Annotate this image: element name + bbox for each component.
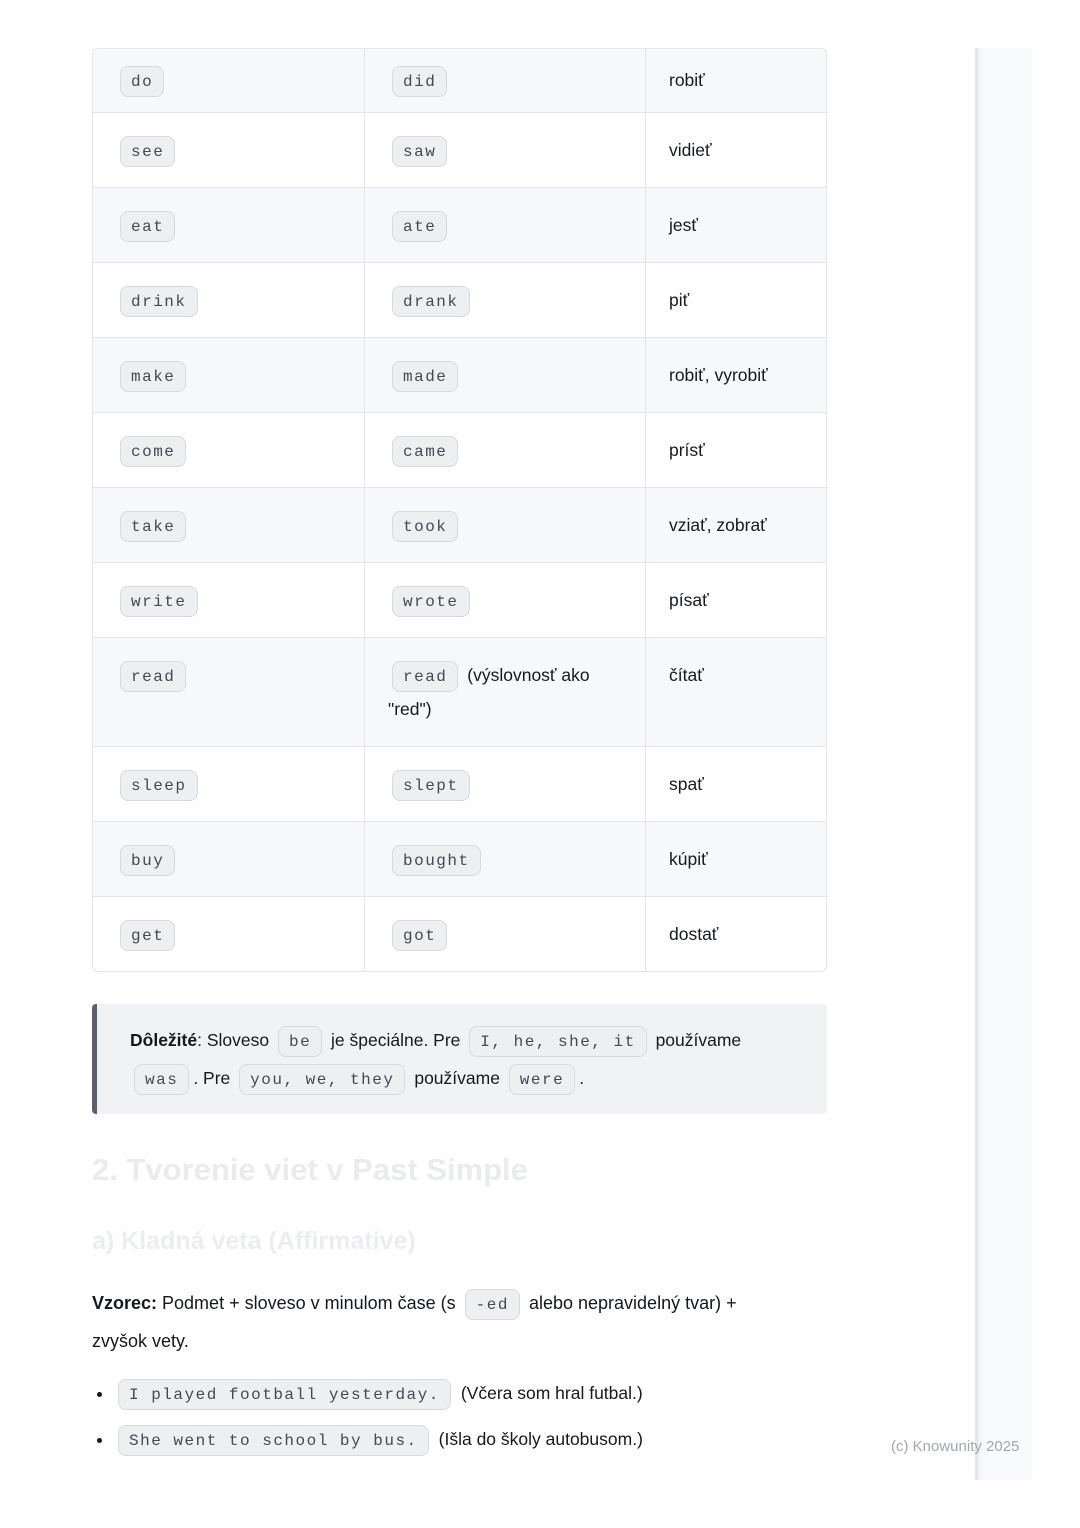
table-row (93, 896, 826, 971)
table-row (93, 337, 826, 412)
table-row (93, 821, 826, 896)
verb-translation-cell: čítať (645, 638, 826, 746)
code-chip: wrote (392, 586, 470, 617)
plain-text: používame (409, 1068, 505, 1088)
plain-text: : Sloveso (197, 1030, 274, 1050)
formula-paragraph (92, 1284, 782, 1360)
irregular-verbs-table (92, 48, 827, 972)
example-translation: (Včera som hral futbal.) (460, 1383, 643, 1403)
verb-base-cell (93, 113, 364, 187)
code-chip: took (392, 511, 458, 542)
code-chip: buy (120, 845, 175, 876)
verb-past-cell (364, 638, 645, 746)
verb-past-cell (364, 49, 645, 112)
code-chip: got (392, 920, 447, 951)
plain-text: alebo nepravidelný tvar) + zvyšok vety. (92, 1293, 737, 1351)
bold-text: Vzorec: (92, 1293, 158, 1313)
plain-text: . (579, 1068, 585, 1088)
verb-past-cell (364, 338, 645, 412)
verb-base-cell (93, 188, 364, 262)
verb-translation-cell: robiť, vyrobiť (645, 338, 826, 412)
code-chip: drank (392, 286, 470, 317)
code-chip: make (120, 361, 186, 392)
verb-base-cell (93, 263, 364, 337)
verb-translation-cell: jesť (645, 188, 826, 262)
bold-text: Dôležité (130, 1030, 198, 1050)
code-chip: do (120, 66, 164, 97)
code-chip: read (392, 661, 458, 692)
verb-base-cell (93, 897, 364, 971)
plain-text: Podmet + sloveso v minulom čase (s (157, 1293, 461, 1313)
code-chip: I, he, she, it (469, 1026, 646, 1057)
verb-translation-cell: dostať (645, 897, 826, 971)
important-callout (92, 1004, 827, 1114)
verb-past-cell (364, 747, 645, 821)
plain-text: používame (650, 1030, 742, 1050)
subsection-heading: a) Kladná veta (Affirmative) (92, 1227, 416, 1255)
code-chip: I played football yesterday. (118, 1379, 451, 1410)
code-chip: did (392, 66, 447, 97)
table-row (93, 187, 826, 262)
code-chip: made (392, 361, 458, 392)
code-chip: drink (120, 286, 198, 317)
table-row (93, 112, 826, 187)
code-chip: read (120, 661, 186, 692)
callout-text (130, 1030, 741, 1088)
code-chip: were (509, 1064, 575, 1095)
verb-translation-cell: kúpiť (645, 822, 826, 896)
code-chip: She went to school by bus. (118, 1425, 429, 1456)
example-item (114, 1376, 827, 1410)
example-item (114, 1422, 827, 1456)
table-row (93, 412, 826, 487)
code-chip: slept (392, 770, 470, 801)
verb-past-cell (364, 113, 645, 187)
verb-past-cell (364, 897, 645, 971)
verb-past-cell (364, 188, 645, 262)
table-row (93, 262, 826, 337)
example-translation: (Išla do školy autobusom.) (438, 1429, 643, 1449)
verb-past-cell (364, 488, 645, 562)
code-chip: eat (120, 211, 175, 242)
verb-past-cell (364, 413, 645, 487)
verb-past-cell (364, 563, 645, 637)
code-chip: be (278, 1026, 322, 1057)
examples-list (92, 1376, 827, 1456)
code-chip: get (120, 920, 175, 951)
code-chip: was (134, 1064, 189, 1095)
code-chip: sleep (120, 770, 198, 801)
code-chip: take (120, 511, 186, 542)
table-row (93, 487, 826, 562)
copyright-text: (c) Knowunity 2025 (891, 1438, 1020, 1455)
verb-translation-cell: spať (645, 747, 826, 821)
code-chip: you, we, they (239, 1064, 405, 1095)
verb-translation-cell: robiť (645, 49, 826, 112)
verb-past-cell (364, 263, 645, 337)
next-page-edge[interactable] (975, 48, 1032, 1480)
verb-base-cell (93, 822, 364, 896)
code-chip: saw (392, 136, 447, 167)
verb-base-cell (93, 563, 364, 637)
verb-translation-cell: piť (645, 263, 826, 337)
table-row (93, 49, 826, 112)
verb-translation-cell: vziať, zobrať (645, 488, 826, 562)
code-chip: ate (392, 211, 447, 242)
table-row (93, 562, 826, 637)
code-chip: bought (392, 845, 481, 876)
verb-base-cell (93, 338, 364, 412)
plain-text: (výslovnosť ako "red") (388, 665, 590, 719)
verb-translation-cell: písať (645, 563, 826, 637)
verb-translation-cell: vidieť (645, 113, 826, 187)
code-chip: came (392, 436, 458, 467)
code-chip: see (120, 136, 175, 167)
table-row (93, 637, 826, 746)
verb-base-cell (93, 638, 364, 746)
section-heading: 2. Tvorenie viet v Past Simple (92, 1152, 528, 1187)
plain-text: je špeciálne. Pre (326, 1030, 466, 1050)
verb-base-cell (93, 747, 364, 821)
verb-base-cell (93, 413, 364, 487)
table-row (93, 746, 826, 821)
code-chip: write (120, 586, 198, 617)
verb-base-cell (93, 488, 364, 562)
plain-text: . Pre (193, 1068, 236, 1088)
verb-translation-cell: prísť (645, 413, 826, 487)
document-content (92, 48, 827, 1468)
verb-past-cell (364, 822, 645, 896)
code-chip: come (120, 436, 186, 467)
code-chip: -ed (465, 1289, 520, 1320)
verb-base-cell (93, 49, 364, 112)
